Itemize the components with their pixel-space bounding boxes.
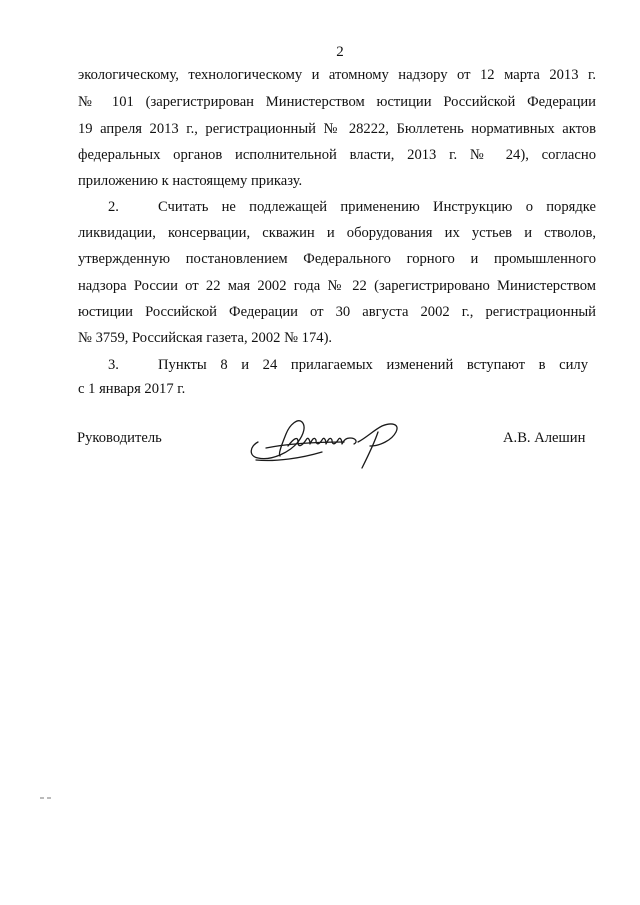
paragraph-1-line-1: экологическому, технологическому и атомному надзору от 12 марта 2013 г. bbox=[78, 67, 596, 83]
paragraph-1-line-4: федеральных органов исполнительной власти, 2013 г. № 24), согласно bbox=[78, 147, 596, 163]
paragraph-2-line-2: ликвидации, консервации, скважин и оборудования их устьев и стволов, bbox=[78, 225, 596, 241]
paragraph-3-first-line: Пункты 8 и 24 прилагаемых изменений вступают в силу bbox=[158, 357, 588, 373]
signatory-name: А.В. Алешин bbox=[503, 430, 586, 446]
scan-mark bbox=[40, 797, 52, 799]
paragraph-2-line-4: надзора России от 22 мая 2002 года № 22 (зарегистрировано Министерством bbox=[78, 278, 596, 294]
paragraph-1-line-3: 19 апреля 2013 г., регистрационный № 28222, Бюллетень нормативных актов bbox=[78, 121, 596, 137]
paragraph-3-number: 3. bbox=[108, 357, 119, 373]
page-number: 2 bbox=[336, 44, 344, 60]
paragraph-2-first-line: Считать не подлежащей применению Инструкцию о порядке bbox=[158, 199, 596, 215]
paragraph-2-line-6: № 3759, Российская газета, 2002 № 174). bbox=[78, 330, 333, 346]
paragraph-1-line-2: № 101 (зарегистрирован Министерством юстиции Российской Федерации bbox=[78, 94, 596, 110]
paragraph-2-line-5: юстиции Российской Федерации от 30 августа 2002 г., регистрационный bbox=[78, 304, 596, 320]
paragraph-1-line-5: приложению к настоящему приказу. bbox=[78, 173, 303, 189]
paragraph-3-line-2: с 1 января 2017 г. bbox=[78, 381, 186, 397]
paragraph-2-line-3: утвержденную постановлением Федерального горного и промышленного bbox=[78, 251, 596, 267]
signatory-title: Руководитель bbox=[77, 430, 162, 446]
paragraph-2-number: 2. bbox=[108, 199, 119, 215]
handwritten-signature bbox=[246, 412, 416, 474]
